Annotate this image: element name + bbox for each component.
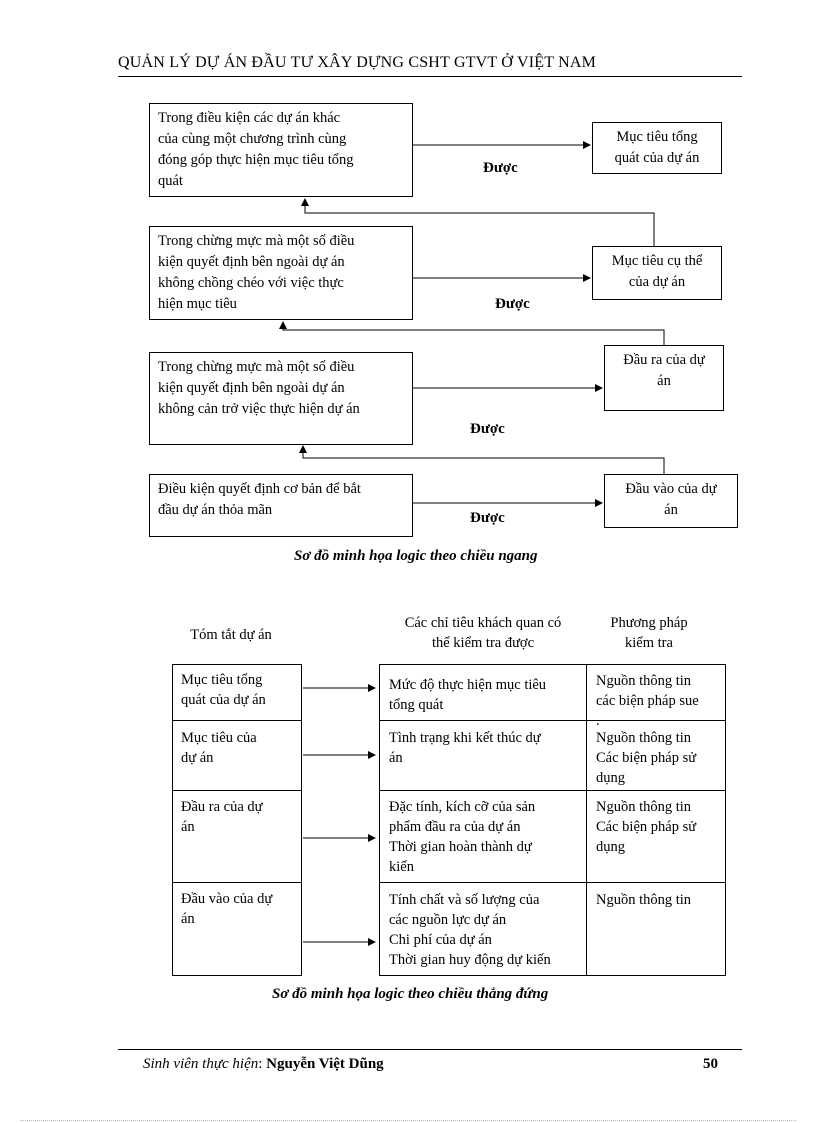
footer-colon: : (258, 1056, 267, 1072)
output-box: Đầu ra của dự án (604, 345, 724, 411)
diagram2-caption: Sơ đồ minh họa logic theo chiều thẳng đứng (272, 986, 549, 1002)
indicator-cell-4: Tính chất và số lượng của các nguồn lực dự án Chi phí của dự án Thời gian huy động dự kiến (389, 892, 551, 968)
footer-rule (118, 1049, 742, 1050)
bottom-dotted-line (20, 1120, 796, 1121)
header-summary: Tóm tắt dự án (190, 627, 272, 643)
table-row-divider-3 (379, 882, 726, 883)
summary-cell-2: Mục tiêu của dự án (181, 730, 257, 766)
summary-divider-2 (172, 790, 302, 791)
table-row-divider-1 (379, 720, 726, 721)
diagram1-caption: Sơ đồ minh họa logic theo chiều ngang (294, 548, 538, 564)
summary-divider-3 (172, 882, 302, 883)
feedback-input-to-condition3 (303, 446, 664, 474)
summary-cell-3: Đầu ra của dự án (181, 799, 263, 835)
footer-student-label: Sinh viên thực hiện (143, 1056, 259, 1072)
method-cell-1: Nguồn thông tin các biện pháp sue . (596, 673, 699, 729)
condition-box-3: Trong chừng mực mà một số điều kiện quyết định bên ngoài dự án không cản trở việc thực hiện dự án (149, 352, 413, 445)
method-cell-2: Nguồn thông tin Các biện pháp sử dụng (596, 730, 697, 786)
header-methods: Phương pháp kiểm tra (610, 615, 688, 651)
objective-box: Mục tiêu cụ thể của dự án (592, 246, 722, 300)
summary-cell-1: Mục tiêu tổng quát của dự án (181, 672, 266, 708)
footer-author (143, 1056, 384, 1073)
methods-column-divider (586, 664, 587, 976)
page-number: 50 (703, 1056, 718, 1072)
method-cell-3: Nguồn thông tin Các biện pháp sử dụng (596, 799, 697, 855)
summary-divider-1 (172, 720, 302, 721)
arrow-label-2: Được (495, 296, 530, 312)
page-header-title: QUẢN LÝ DỰ ÁN ĐẦU TƯ XÂY DỰNG CSHT GTVT Ở VIỆT NAM (118, 54, 597, 71)
condition-box-4: Điều kiện quyết định cơ bản để bắt đầu dự án thỏa mãn (149, 474, 413, 537)
input-box: Đầu vào của dự án (604, 474, 738, 528)
footer-student-name: Nguyễn Việt Dũng (266, 1056, 384, 1072)
indicator-cell-1: Mức độ thực hiện mục tiêu tổng quát (389, 677, 547, 713)
condition-box-2: Trong chừng mực mà một số điều kiện quyết định bên ngoài dự án không chồng chéo với việc thực hiện mục tiêu (149, 226, 413, 320)
condition-box-1: Trong điều kiện các dự án khác của cùng một chương trình cùng đóng góp thực hiện mục tiêu tổng quát (149, 103, 413, 197)
method-cell-4: Nguồn thông tin (596, 892, 692, 908)
summary-cell-4: Đầu vào của dự án (181, 891, 273, 927)
table-row-divider-2 (379, 790, 726, 791)
arrow-label-1: Được (483, 160, 518, 176)
feedback-output-to-condition2 (283, 322, 664, 345)
goal-box: Mục tiêu tổng quát của dự án (592, 122, 722, 174)
arrow-label-3: Được (470, 421, 505, 437)
indicator-cell-2: Tình trạng khi kết thúc dự án (389, 730, 541, 766)
indicator-cell-3: Đặc tính, kích cỡ của sản phẩm đầu ra của dự án Thời gian hoàn thành dự kiến (389, 799, 536, 875)
arrow-label-4: Được (470, 510, 505, 526)
header-indicators: Các chỉ tiêu khách quan có thể kiểm tra được (404, 615, 562, 651)
